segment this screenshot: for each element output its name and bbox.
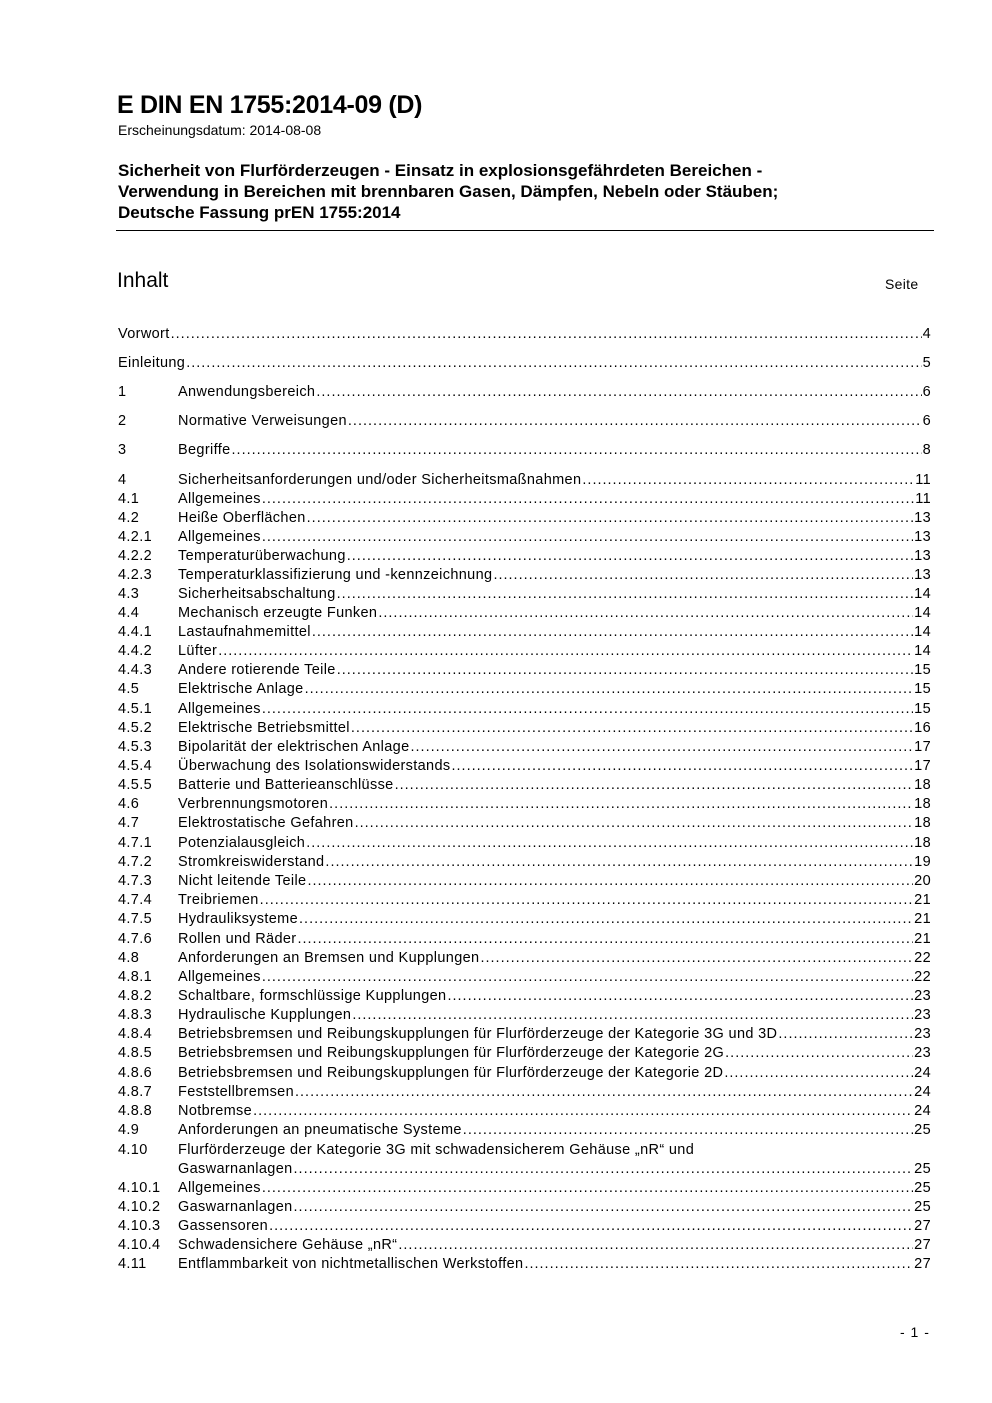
toc-entry[interactable] [118, 1044, 931, 1063]
toc-entry[interactable] [118, 585, 931, 604]
toc-entry-number: 4.2.2 [118, 548, 152, 564]
toc-entry-number: 2 [118, 413, 127, 429]
toc-entry-page: 8 [922, 442, 931, 458]
toc-entry[interactable] [118, 834, 931, 853]
toc-leader-dots [352, 1006, 913, 1025]
toc-entry[interactable] [118, 795, 931, 814]
toc-entry-page: 25 [914, 1180, 931, 1196]
toc-leader-dots [297, 930, 913, 949]
toc-leader-dots [253, 1102, 913, 1121]
toc-entry-page: 15 [914, 681, 931, 697]
toc-entry-number: 4.5.1 [118, 701, 152, 717]
page-column-label: Seite [885, 276, 919, 292]
toc-entry-number: 4.10 [118, 1142, 148, 1158]
toc-entry-number: 4.11 [118, 1256, 147, 1272]
toc-entry-page: 14 [914, 643, 931, 659]
toc-leader-dots [262, 968, 913, 987]
toc-entry-page: 21 [914, 892, 931, 908]
toc-entry[interactable] [118, 354, 931, 373]
toc-entry-title: Heiße Oberflächen [178, 510, 306, 526]
toc-entry-title: Rollen und Räder [178, 931, 297, 947]
toc-entry[interactable] [118, 814, 931, 833]
toc-entry-number: 4.7.4 [118, 892, 152, 908]
toc-leader-dots [260, 891, 913, 910]
toc-entry[interactable] [118, 566, 931, 585]
toc-leader-dots [294, 1198, 914, 1217]
toc-entry-title: Sicherheitsabschaltung [178, 586, 336, 602]
toc-entry-number: 4.10.4 [118, 1237, 161, 1253]
toc-entry-page: 21 [914, 911, 931, 927]
toc-entry[interactable] [118, 757, 931, 776]
toc-entry-page: 19 [914, 854, 931, 870]
toc-leader-dots [307, 509, 914, 528]
toc-entry-title: Verbrennungsmotoren [178, 796, 329, 812]
toc-entry[interactable] [118, 1179, 931, 1198]
toc-entry-page: 14 [914, 605, 931, 621]
toc-entry-title: Vorwort [118, 326, 170, 342]
toc-entry-number: 4.4.2 [118, 643, 152, 659]
toc-entry-page: 24 [914, 1065, 931, 1081]
toc-entry-number: 4.10.3 [118, 1218, 161, 1234]
toc-entry-page: 23 [914, 1026, 931, 1042]
toc-entry-title: Überwachung des Isolationswiderstands [178, 758, 451, 774]
toc-leader-dots [325, 853, 913, 872]
toc-entry-title: Sicherheitsanforderungen und/oder Sicherheitsmaßnahmen [178, 472, 582, 488]
toc-entry-title: Betriebsbremsen und Reibungskupplungen für Flurförderzeuge der Kategorie 3G und 3D [178, 1026, 778, 1042]
toc-entry-title: Bipolarität der elektrischen Anlage [178, 739, 410, 755]
toc-entry-title: Temperaturklassifizierung und -kennzeichnung [178, 567, 493, 583]
toc-leader-dots [347, 547, 913, 566]
toc-leader-dots [724, 1064, 913, 1083]
toc-leader-dots [316, 383, 921, 402]
toc-entry-number: 4 [118, 472, 127, 488]
toc-entry-title: Anforderungen an Bremsen und Kupplungen [178, 950, 480, 966]
toc-entry-number: 4.7.5 [118, 911, 152, 927]
toc-leader-dots [299, 910, 913, 929]
toc-entry-page: 17 [914, 739, 931, 755]
toc-entry-page: 11 [915, 472, 931, 488]
toc-entry-title: Allgemeines [178, 529, 261, 545]
page-number: - 1 - [900, 1324, 930, 1340]
toc-leader-dots [294, 1160, 914, 1179]
toc-entry[interactable] [118, 490, 931, 509]
toc-entry-page: 13 [914, 510, 931, 526]
toc-leader-dots [262, 1179, 913, 1198]
toc-leader-dots [447, 987, 913, 1006]
toc-entry-title: Allgemeines [178, 701, 261, 717]
toc-entry-page: 23 [914, 1007, 931, 1023]
toc-entry-title: Elektrostatische Gefahren [178, 815, 354, 831]
toc-entry[interactable] [118, 1102, 931, 1121]
toc-entry-title: Elektrische Betriebsmittel [178, 720, 350, 736]
toc-leader-dots [378, 604, 913, 623]
toc-entry-title: Treibriemen [178, 892, 259, 908]
toc-entry[interactable] [118, 1025, 931, 1044]
toc-entry-title: Schaltbare, formschlüssige Kupplungen [178, 988, 447, 1004]
toc-entry[interactable] [118, 1217, 931, 1236]
toc-entry-page: 16 [914, 720, 931, 736]
toc-entry-page: 6 [922, 413, 931, 429]
toc-entry-number: 4.5 [118, 681, 140, 697]
toc-entry-number: 4.8.3 [118, 1007, 152, 1023]
toc-leader-dots [262, 700, 913, 719]
toc-entry-page: 17 [914, 758, 931, 774]
issue-date: Erscheinungsdatum: 2014-08-08 [118, 122, 322, 138]
toc-entry-number: 4.1 [118, 491, 140, 507]
toc-leader-dots [524, 1255, 913, 1274]
toc-entry-number: 3 [118, 442, 127, 458]
toc-entry-title: Stromkreiswiderstand [178, 854, 325, 870]
toc-entry[interactable] [118, 604, 931, 623]
toc-entry-number: 4.7.3 [118, 873, 152, 889]
toc-entry-page: 23 [914, 988, 931, 1004]
toc-entry-page: 23 [914, 1045, 931, 1061]
toc-entry-page: 18 [914, 777, 931, 793]
toc-entry[interactable] [118, 642, 931, 661]
toc-leader-dots [337, 661, 913, 680]
toc-leader-dots [262, 490, 914, 509]
toc-entry[interactable] [118, 910, 931, 929]
toc-entry-page: 27 [914, 1256, 931, 1272]
toc-entry-number: 4.5.3 [118, 739, 152, 755]
toc-leader-dots [778, 1025, 913, 1044]
toc-entry[interactable] [118, 1121, 931, 1140]
toc-entry[interactable] [118, 719, 931, 738]
toc-leader-dots [351, 719, 913, 738]
toc-entry-number: 4.8 [118, 950, 140, 966]
toc-entry-title: Betriebsbremsen und Reibungskupplungen für Flurförderzeuge der Kategorie 2D [178, 1065, 724, 1081]
toc-leader-dots [480, 949, 913, 968]
toc-entry-page: 25 [914, 1161, 931, 1177]
toc-entry[interactable] [118, 325, 931, 344]
toc-entry-page: 25 [914, 1199, 931, 1215]
toc-entry-number: 4.7.6 [118, 931, 152, 947]
toc-entry-title: Andere rotierende Teile [178, 662, 336, 678]
toc-entry-title: Mechanisch erzeugte Funken [178, 605, 378, 621]
toc-entry-page: 27 [914, 1218, 931, 1234]
toc-entry-page: 24 [914, 1084, 931, 1100]
toc-entry-title: Betriebsbremsen und Reibungskupplungen für Flurförderzeuge der Kategorie 2G [178, 1045, 725, 1061]
toc-entry[interactable] [118, 547, 931, 566]
toc-entry-number: 4.4.1 [118, 624, 152, 640]
toc-entry-title: Batterie und Batterieanschlüsse [178, 777, 394, 793]
toc-entry-title: Lüfter [178, 643, 218, 659]
toc-heading: Inhalt [117, 269, 169, 292]
toc-entry[interactable] [118, 1006, 931, 1025]
toc-entry[interactable] [118, 471, 931, 490]
toc-entry[interactable] [118, 623, 931, 642]
toc-entry-title: Lastaufnahmemittel [178, 624, 311, 640]
toc-leader-dots [295, 1083, 913, 1102]
toc-leader-dots [186, 354, 921, 373]
toc-entry-number: 4.10.1 [118, 1180, 161, 1196]
toc-entry-page: 25 [914, 1122, 931, 1138]
toc-entry-title: Begriffe [178, 442, 231, 458]
toc-entry-number: 4.8.1 [118, 969, 152, 985]
toc-leader-dots [218, 642, 913, 661]
toc-entry-page: 22 [914, 950, 931, 966]
toc-entry-page: 18 [914, 835, 931, 851]
toc-entry-title: Gaswarnanlagen [178, 1199, 293, 1215]
toc-entry-title-line: Flurförderzeuge der Kategorie 3G mit schwadensicherem Gehäuse „nR“ und [178, 1142, 695, 1158]
toc-entry-page: 4 [922, 326, 931, 342]
toc-entry[interactable] [118, 949, 931, 968]
toc-entry-title: Schwadensichere Gehäuse „nR“ [178, 1237, 398, 1253]
toc-entry-title: Entflammbarkeit von nichtmetallischen Werkstoffen [178, 1256, 524, 1272]
toc-entry[interactable] [118, 1255, 931, 1274]
toc-entry[interactable] [118, 1160, 931, 1179]
toc-entry[interactable] [118, 987, 931, 1006]
toc-entry[interactable] [118, 383, 931, 402]
toc-leader-dots [306, 834, 913, 853]
toc-leader-dots [305, 680, 914, 699]
toc-entry-title: Feststellbremsen [178, 1084, 294, 1100]
toc-leader-dots [262, 528, 913, 547]
toc-entry[interactable] [118, 1064, 931, 1083]
toc-entry[interactable] [118, 891, 931, 910]
toc-entry-page: 15 [914, 701, 931, 717]
toc-entry-number: 4.4.3 [118, 662, 152, 678]
toc-entry-title: Normative Verweisungen [178, 413, 347, 429]
toc-entry[interactable] [118, 1083, 931, 1102]
toc-leader-dots [411, 738, 914, 757]
toc-entry-page: 5 [922, 355, 931, 371]
toc-entry-page: 13 [914, 567, 931, 583]
toc-entry[interactable] [118, 700, 931, 719]
toc-leader-dots [582, 471, 914, 490]
toc-entry-title: Hydraulische Kupplungen [178, 1007, 352, 1023]
toc-leader-dots [355, 814, 914, 833]
subtitle-line: Verwendung in Bereichen mit brennbaren Gasen, Dämpfen, Nebeln oder Stäuben; [118, 182, 779, 201]
toc-entry-title: Allgemeines [178, 969, 261, 985]
toc-entry-number: 4.8.5 [118, 1045, 152, 1061]
toc-entry-page: 27 [914, 1237, 931, 1253]
toc-entry-number: 4.2.1 [118, 529, 152, 545]
toc-entry-number: 4.7.1 [118, 835, 152, 851]
toc-entry-page: 24 [914, 1103, 931, 1119]
toc-entry-page: 20 [914, 873, 931, 889]
toc-leader-dots [269, 1217, 913, 1236]
toc-entry[interactable] [118, 776, 931, 795]
toc-entry-number: 4.8.2 [118, 988, 152, 1004]
toc-entry-number: 4.8.4 [118, 1026, 152, 1042]
toc-entry-title: Allgemeines [178, 1180, 261, 1196]
toc-entry-page: 15 [914, 662, 931, 678]
toc-entry-title: Elektrische Anlage [178, 681, 304, 697]
toc-entry-page: 18 [914, 796, 931, 812]
toc-entry-title: Potenzialausgleich [178, 835, 306, 851]
toc-entry-number: 4.7 [118, 815, 140, 831]
toc-entry[interactable] [118, 441, 931, 460]
toc-entry[interactable] [118, 853, 931, 872]
toc-entry-title: Allgemeines [178, 491, 261, 507]
toc-entry[interactable] [118, 661, 931, 680]
toc-entry-page: 11 [915, 491, 931, 507]
toc-entry-page: 14 [914, 624, 931, 640]
toc-leader-dots [307, 872, 913, 891]
toc-entry-title: Gaswarnanlagen [178, 1161, 293, 1177]
toc-entry-number: 4.3 [118, 586, 140, 602]
document-title: E DIN EN 1755:2014-09 (D) [117, 91, 423, 119]
toc-entry-number: 4.5.5 [118, 777, 152, 793]
toc-leader-dots [337, 585, 914, 604]
toc-entry[interactable] [118, 509, 931, 528]
toc-entry-page: 18 [914, 815, 931, 831]
toc-entry[interactable] [118, 738, 931, 757]
toc-entry[interactable] [118, 412, 931, 431]
toc-entry[interactable] [118, 1236, 931, 1255]
toc-entry[interactable] [118, 680, 931, 699]
toc-leader-dots [725, 1044, 913, 1063]
toc-entry[interactable] [118, 968, 931, 987]
toc-leader-dots [493, 566, 913, 585]
toc-leader-dots [463, 1121, 913, 1140]
toc-entry-number: 4.10.2 [118, 1199, 161, 1215]
subtitle-line: Deutsche Fassung prEN 1755:2014 [118, 203, 401, 222]
toc-entry-title: Anforderungen an pneumatische Systeme [178, 1122, 462, 1138]
toc-entry-page: 6 [922, 384, 931, 400]
toc-entry[interactable] [118, 872, 931, 891]
toc-entry-title: Einleitung [118, 355, 186, 371]
toc-leader-dots [398, 1236, 913, 1255]
toc-entry[interactable] [118, 930, 931, 949]
toc-entry-page: 22 [914, 969, 931, 985]
toc-entry-number: 4.8.6 [118, 1065, 152, 1081]
toc-entry-page: 21 [914, 931, 931, 947]
toc-entry-number: 4.2 [118, 510, 140, 526]
toc-entry-number: 4.8.7 [118, 1084, 152, 1100]
toc-entry-number: 4.5.2 [118, 720, 152, 736]
toc-entry-number: 4.4 [118, 605, 140, 621]
toc-entry[interactable] [118, 1198, 931, 1217]
toc-entry-page: 13 [914, 548, 931, 564]
toc-entry-title: Nicht leitende Teile [178, 873, 307, 889]
toc-entry-title: Gassensoren [178, 1218, 269, 1234]
toc-entry-number: 1 [118, 384, 127, 400]
toc-entry-number: 4.5.4 [118, 758, 152, 774]
toc-entry-page: 14 [914, 586, 931, 602]
subtitle-line: Sicherheit von Flurförderzeugen - Einsatz in explosionsgefährdeten Bereichen - [118, 161, 763, 180]
toc-entry-title: Notbremse [178, 1103, 253, 1119]
toc-entry-title: Temperaturüberwachung [178, 548, 346, 564]
toc-leader-dots [171, 325, 922, 344]
toc-leader-dots [451, 757, 913, 776]
toc-leader-dots [329, 795, 913, 814]
toc-leader-dots [348, 412, 922, 431]
toc-entry-number: 4.2.3 [118, 567, 152, 583]
toc-entry-page: 13 [914, 529, 931, 545]
toc-entry-number: 4.9 [118, 1122, 140, 1138]
toc-entry-title: Hydrauliksysteme [178, 911, 299, 927]
toc-entry[interactable] [118, 528, 931, 547]
toc-entry-number: 4.7.2 [118, 854, 152, 870]
toc-leader-dots [232, 441, 922, 460]
toc-entry-title: Anwendungsbereich [178, 384, 316, 400]
toc-entry-number: 4.6 [118, 796, 140, 812]
toc-entry-number: 4.8.8 [118, 1103, 152, 1119]
toc-leader-dots [312, 623, 913, 642]
toc-leader-dots [395, 776, 914, 795]
